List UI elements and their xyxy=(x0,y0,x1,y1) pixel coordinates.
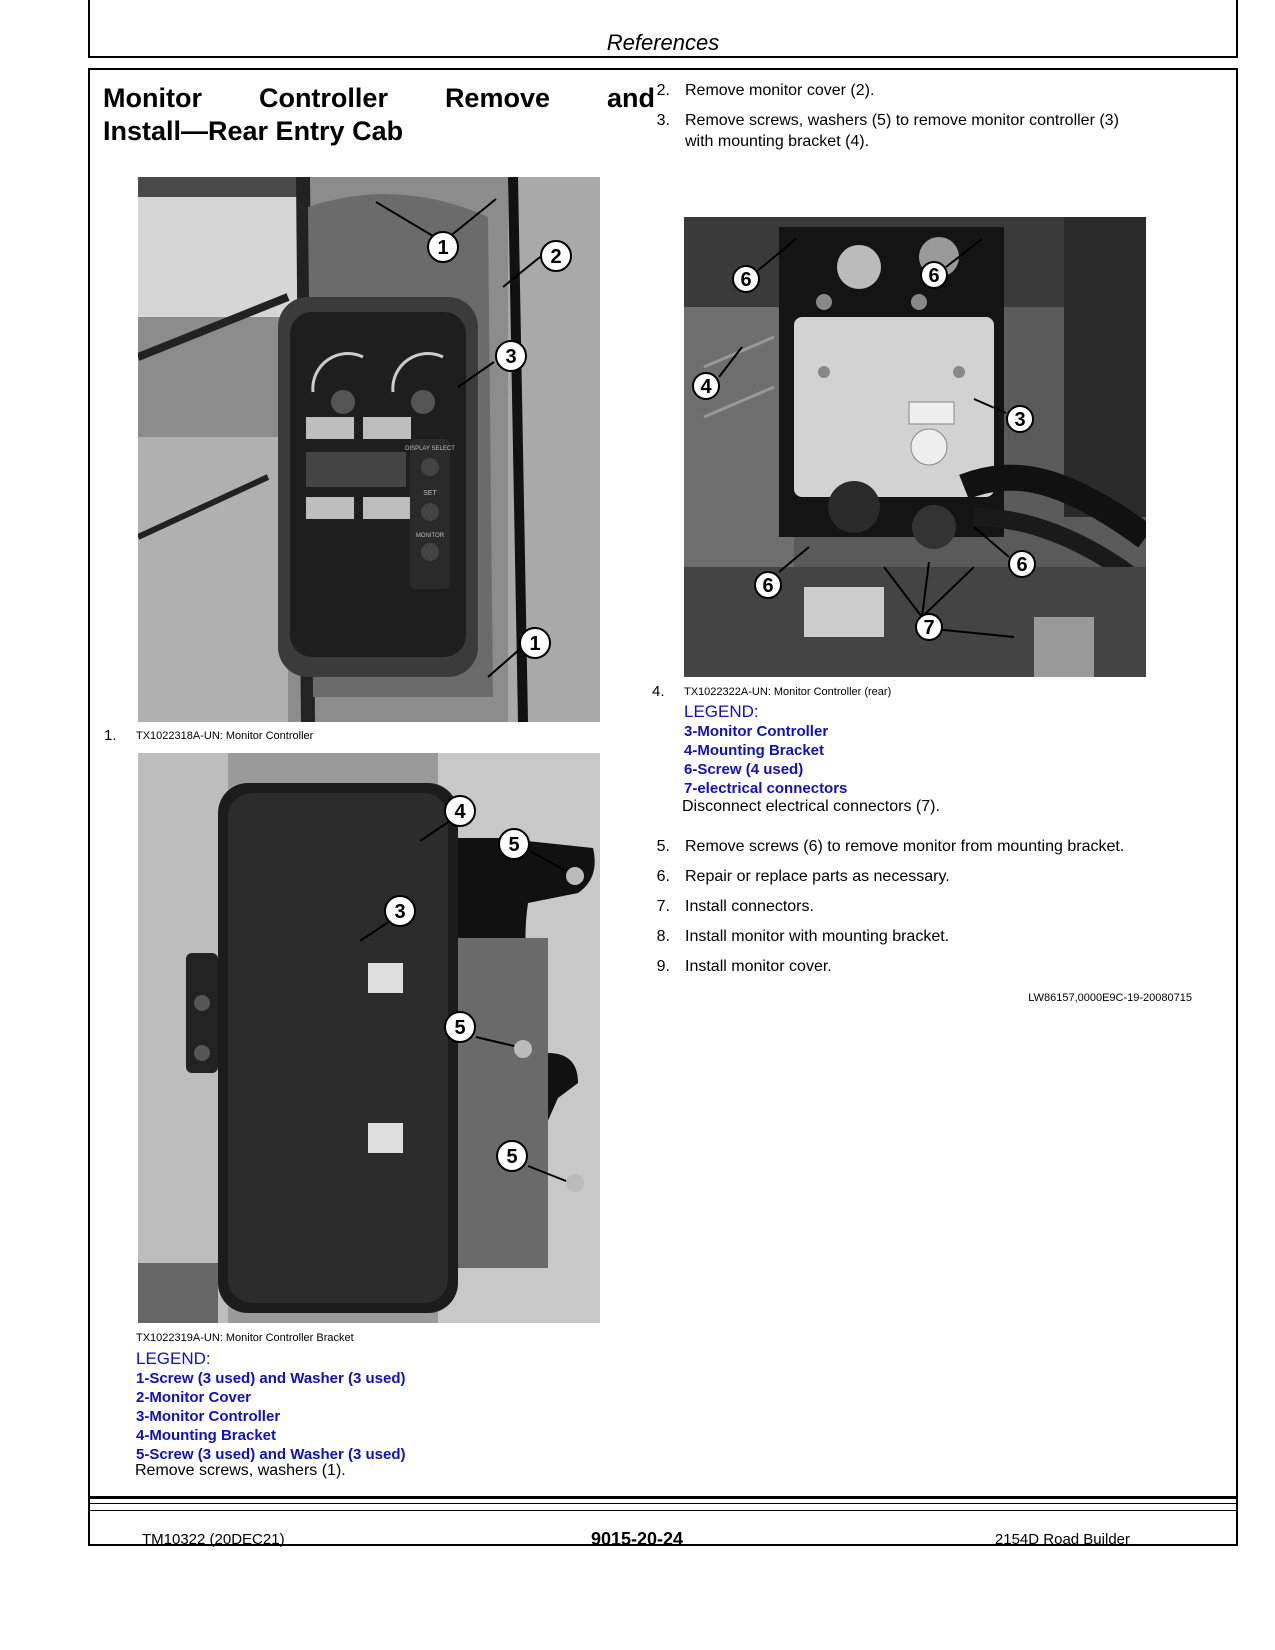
step-number: 3. xyxy=(656,112,670,129)
step-text: Install monitor cover. xyxy=(685,958,832,975)
figure-3-legend-title: LEGEND: xyxy=(684,702,759,721)
callout-number: 3 xyxy=(1014,409,1026,431)
callout-number: 2 xyxy=(550,246,562,268)
step-item xyxy=(650,80,1190,102)
callout-number: 5 xyxy=(454,1017,466,1039)
figure-3-legend xyxy=(684,722,847,798)
footer-rule-thick xyxy=(88,1496,1238,1499)
footer-manual-id: TM10322 (20DEC21) xyxy=(142,1531,285,1548)
section-title xyxy=(103,82,655,148)
figure-1-caption: TX1022318A-UN: Monitor Controller xyxy=(136,730,314,742)
footer-page-number: 9015-20-24 xyxy=(590,1529,684,1549)
title-word: Remove xyxy=(444,83,550,113)
step-number: 9. xyxy=(656,958,670,975)
step-text-continued: with mounting bracket (4). xyxy=(685,133,870,150)
step-number: 7. xyxy=(656,898,670,915)
callout-number: 6 xyxy=(928,265,940,287)
callout-number: 7 xyxy=(923,617,935,639)
figure-2-photo xyxy=(138,753,600,1323)
step-text: Remove screws, washers (5) to remove monitor controller (3) xyxy=(685,112,1119,129)
steps-list xyxy=(650,836,1190,986)
callout-number: 6 xyxy=(740,269,752,291)
step-item xyxy=(650,110,1190,154)
legend-item: 2-Monitor Cover xyxy=(136,1389,252,1406)
step-number: 5. xyxy=(656,838,670,855)
figure-2-legend xyxy=(136,1369,406,1464)
title-word: Controller xyxy=(258,83,388,113)
legend-item: 6-Screw (4 used) xyxy=(684,761,804,778)
figure-3-instruction: Disconnect electrical connectors (7). xyxy=(682,798,940,815)
panel-button-label: MONITOR xyxy=(415,533,445,539)
footer-product-name: 2154D Road Builder xyxy=(994,1531,1130,1548)
figure-3-photo xyxy=(684,217,1146,677)
callout-number: 6 xyxy=(1016,554,1028,576)
step-text: Remove screws (6) to remove monitor from mounting bracket. xyxy=(685,838,1125,855)
legend-item: 4-Mounting Bracket xyxy=(684,742,825,759)
callout-number: 5 xyxy=(508,834,520,856)
step-text: Remove monitor cover (2). xyxy=(685,82,875,99)
legend-item: 3-Monitor Controller xyxy=(684,723,829,740)
footer-rule-thin xyxy=(88,1503,1238,1504)
panel-button-label: SET xyxy=(423,490,437,497)
step-item xyxy=(650,926,1190,948)
callout-number: 6 xyxy=(762,575,774,597)
step-text: Install connectors. xyxy=(685,898,814,915)
step-number: 2. xyxy=(656,82,670,99)
figure-1-number: 1. xyxy=(104,727,117,744)
figure-2-instruction: Remove screws, washers (1). xyxy=(135,1462,346,1479)
callout-number: 1 xyxy=(529,633,541,655)
callout-number: 3 xyxy=(394,901,406,923)
step-item xyxy=(650,866,1190,888)
legend-item: 1-Screw (3 used) and Washer (3 used) xyxy=(136,1370,406,1387)
callout-number: 3 xyxy=(505,346,517,368)
step-text: Repair or replace parts as necessary. xyxy=(685,868,950,885)
step-item xyxy=(650,956,1190,978)
title-line-2: Install—Rear Entry Cab xyxy=(103,116,404,146)
page-header-title: References xyxy=(606,30,720,55)
panel-button-label: DISPLAY SELECT xyxy=(405,446,455,452)
legend-item: 5-Screw (3 used) and Washer (3 used) xyxy=(136,1446,406,1463)
callout-number: 5 xyxy=(506,1146,518,1168)
document-id: LW86157,0000E9C-19-20080715 xyxy=(1028,992,1192,1004)
step-number: 8. xyxy=(656,928,670,945)
figure-2-caption: TX1022319A-UN: Monitor Controller Bracket xyxy=(136,1332,354,1344)
callout-number: 4 xyxy=(700,376,712,398)
step-item xyxy=(650,836,1190,858)
callout-number: 1 xyxy=(437,237,449,259)
figure-1-photo xyxy=(138,177,600,722)
title-word: and xyxy=(606,83,655,113)
figure-3-caption: TX1022322A-UN: Monitor Controller (rear) xyxy=(684,686,892,698)
figure-2-legend-title: LEGEND: xyxy=(136,1349,211,1368)
legend-item: 4-Mounting Bracket xyxy=(136,1427,277,1444)
footer-rule-thin xyxy=(88,1510,1238,1511)
legend-item: 3-Monitor Controller xyxy=(136,1408,281,1425)
step-item xyxy=(650,896,1190,918)
figure-3-number: 4. xyxy=(652,683,665,700)
step-number: 6. xyxy=(656,868,670,885)
title-word: Monitor xyxy=(103,83,202,113)
callout-number: 4 xyxy=(454,801,466,823)
step-text: Install monitor with mounting bracket. xyxy=(685,928,950,945)
legend-item: 7-electrical connectors xyxy=(684,780,848,797)
